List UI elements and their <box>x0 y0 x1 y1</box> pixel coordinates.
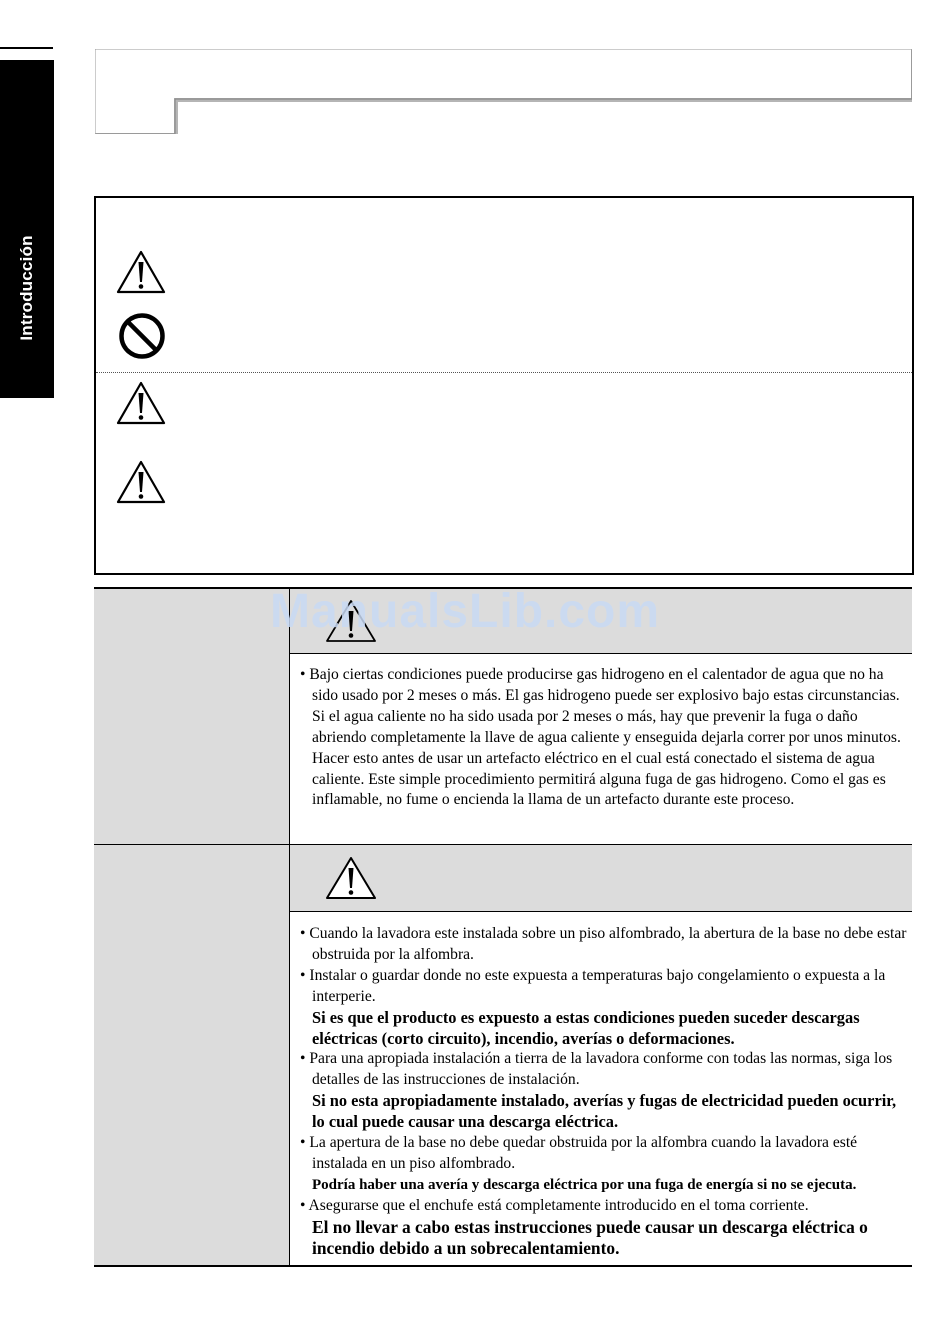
section-2-label-cell <box>94 845 289 1265</box>
warning-triangle-icon <box>116 250 166 294</box>
side-rule <box>0 47 53 49</box>
safety-legend-box <box>94 196 914 575</box>
legend-divider <box>96 372 912 373</box>
warning-triangle-icon <box>116 381 166 425</box>
table-bottom-rule <box>94 1265 912 1267</box>
section-1-header-divider <box>290 653 912 654</box>
section-2-header <box>290 845 912 911</box>
section-tab <box>0 60 54 398</box>
warning-triangle-icon <box>325 856 377 900</box>
warning-consequence: El no llevar a cabo estas instrucciones puede causar un descarga eléctrica o incendio debido a un sobrecalentamiento. <box>312 1216 868 1258</box>
section-2-body <box>300 924 908 1259</box>
title-frame <box>95 49 912 134</box>
prohibition-icon <box>118 312 166 360</box>
warning-consequence: Si es que el producto es expuesto a estas condiciones pueden suceder descargas eléctricas (corto circuito), incendio, averías o deformaciones. <box>312 1007 860 1048</box>
section-1-body <box>300 665 908 811</box>
warning-consequence: Podría haber una avería y descarga eléctrica por una fuga de energía si no se ejecuta. <box>312 1176 857 1193</box>
paragraph: • Instalar o guardar donde no este expuesta a temperaturas bajo congelamiento o expuesta a la interperie. <box>300 966 886 1005</box>
warning-consequence: Si no esta apropiadamente instalado, averías y fugas de electricidad pueden ocurrir, lo cual puede causar una descarga eléctrica. <box>312 1091 897 1132</box>
section-2-header-divider <box>290 911 912 912</box>
paragraph: • Asegurarse que el enchufe está completamente introducido en el toma corriente. <box>300 1196 809 1214</box>
section-1-label-cell <box>94 589 289 844</box>
paragraph: • La apertura de la base no debe quedar obstruida por la alfombra cuando la lavadora esté instalada en un piso alfombrado. <box>300 1134 858 1172</box>
paragraph: • Para una apropiada instalación a tierra de la lavadora conforme con todas las normas, siga los detalles de las instrucciones de instalación. <box>300 1050 893 1089</box>
warning-triangle-icon <box>116 460 166 504</box>
paragraph: • Bajo ciertas condiciones puede producirse gas hidrogeno en el calentador de agua que no ha sido usado por 2 meses o más. El gas hidrogeno puede ser explosivo bajo estas circunstancias. Si el agua caliente no ha sido usada por 2 meses o más, hay que prevenir la fuga o daño abriendo completamente la llave de agua caliente y enseguida dejarla correr por unos minutos. Hacer esto antes de usar un artefacto eléctrico en el cual está conectado el sistema de agua caliente. Este simple procedimiento permitirá alguna fuga de gas hidrogeno. Como el gas es inflamable, no fume o encienda la llama de un artefacto durante este proceso. <box>300 666 901 809</box>
watermark: ManualsLib.com <box>270 585 661 638</box>
section-tab-label: Introducción <box>17 235 36 341</box>
paragraph: • Cuando la lavadora este instalada sobre un piso alfombrado, la abertura de la base no debe estar obstruida por la alfombra. <box>300 925 907 963</box>
